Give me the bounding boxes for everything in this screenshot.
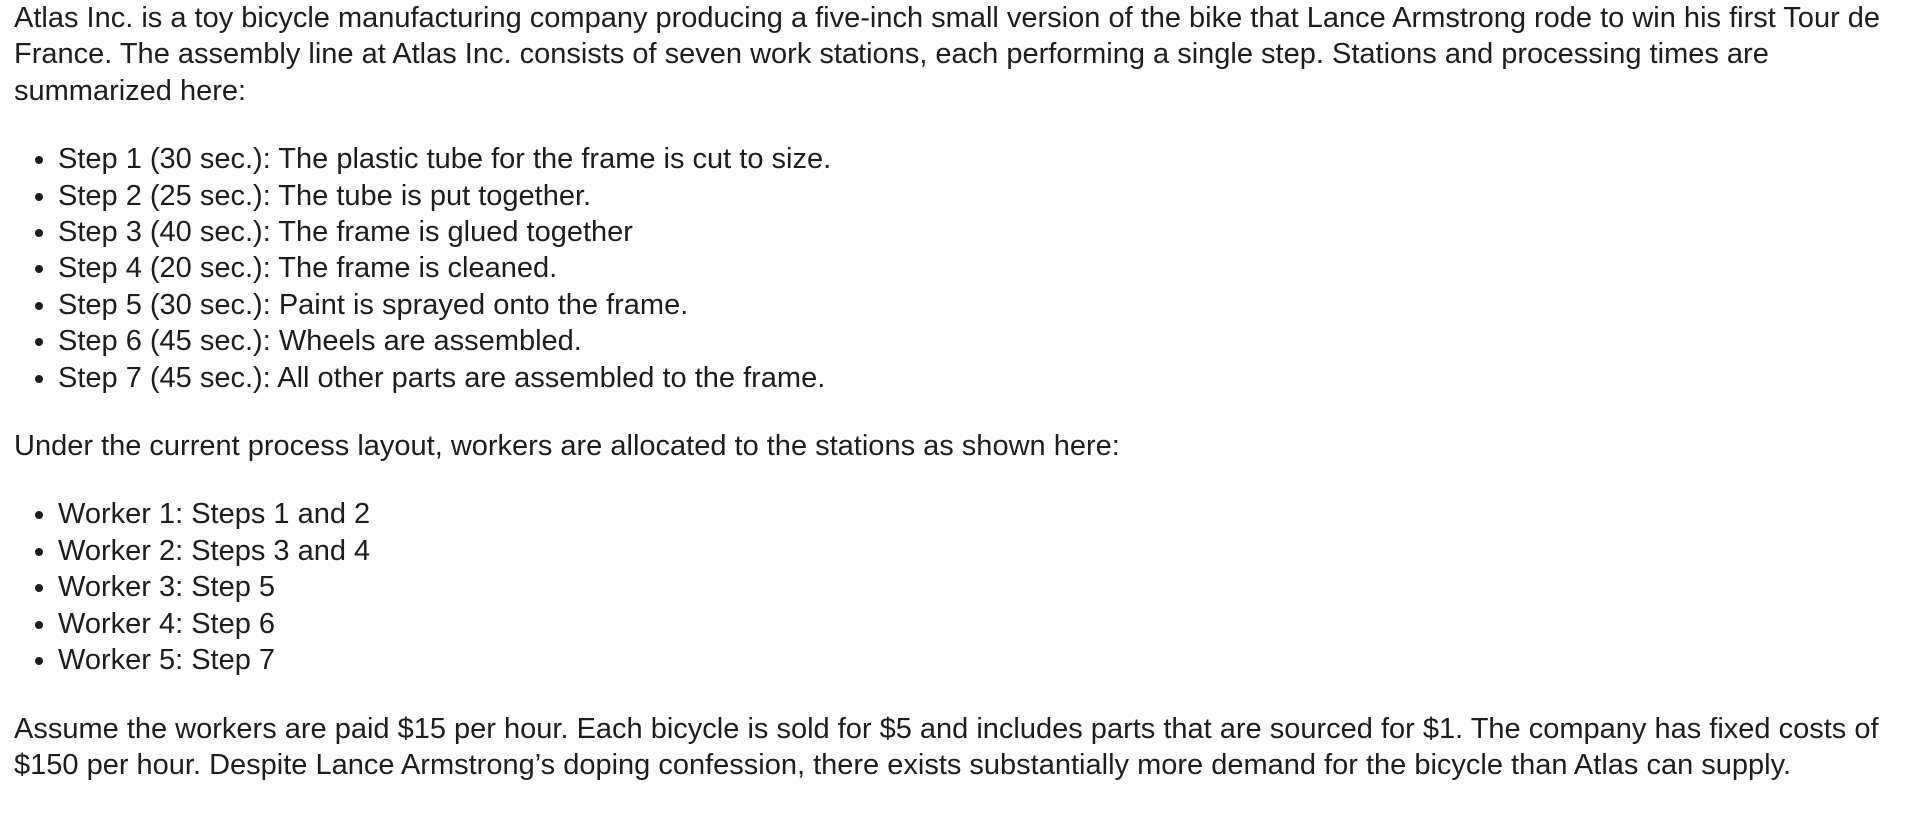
list-item-worker-2: • Worker 2: Steps 3 and 4	[58, 533, 1894, 569]
list-item-step-7: • Step 7 (45 sec.): All other parts are assembled to the frame.	[58, 360, 1894, 396]
list-item-step-6: • Step 6 (45 sec.): Wheels are assembled.	[58, 323, 1894, 359]
problem-text	[14, 0, 1894, 783]
list-item-step-1: • Step 1 (30 sec.): The plastic tube for the frame is cut to size.	[58, 141, 1894, 177]
list-item-worker-1: • Worker 1: Steps 1 and 2	[58, 496, 1894, 532]
allocation-intro-paragraph: Under the current process layout, workers are allocated to the stations as shown here:	[14, 430, 1120, 463]
list-item-step-2: • Step 2 (25 sec.): The tube is put together.	[58, 178, 1894, 214]
closing-paragraph: Assume the workers are paid $15 per hour. Each bicycle is sold for $5 and includes parts that are sourced for $1. The company has fixed costs of $150 per hour. Despite Lance Armstrong’s doping confession, there exists substantially more demand for the bicycle than Atlas can supply.	[14, 712, 1879, 781]
workers-list	[14, 496, 1894, 678]
list-item-worker-5: • Worker 5: Step 7	[58, 642, 1894, 678]
list-item-step-5: • Step 5 (30 sec.): Paint is sprayed onto the frame.	[58, 287, 1894, 323]
list-item-worker-4: • Worker 4: Step 6	[58, 606, 1894, 642]
list-item-step-3: • Step 3 (40 sec.): The frame is glued together	[58, 214, 1894, 250]
steps-list	[14, 141, 1894, 396]
list-item-step-4: • Step 4 (20 sec.): The frame is cleaned.	[58, 250, 1894, 286]
list-item-worker-3: • Worker 3: Step 5	[58, 569, 1894, 605]
intro-paragraph: Atlas Inc. is a toy bicycle manufacturing company producing a five-inch small version of the bike that Lance Armstrong rode to win his first Tour de France. The assembly line at Atlas Inc. consists of seven work stations, each performing a single step. Stations and processing times are summarized here:	[14, 2, 1881, 107]
